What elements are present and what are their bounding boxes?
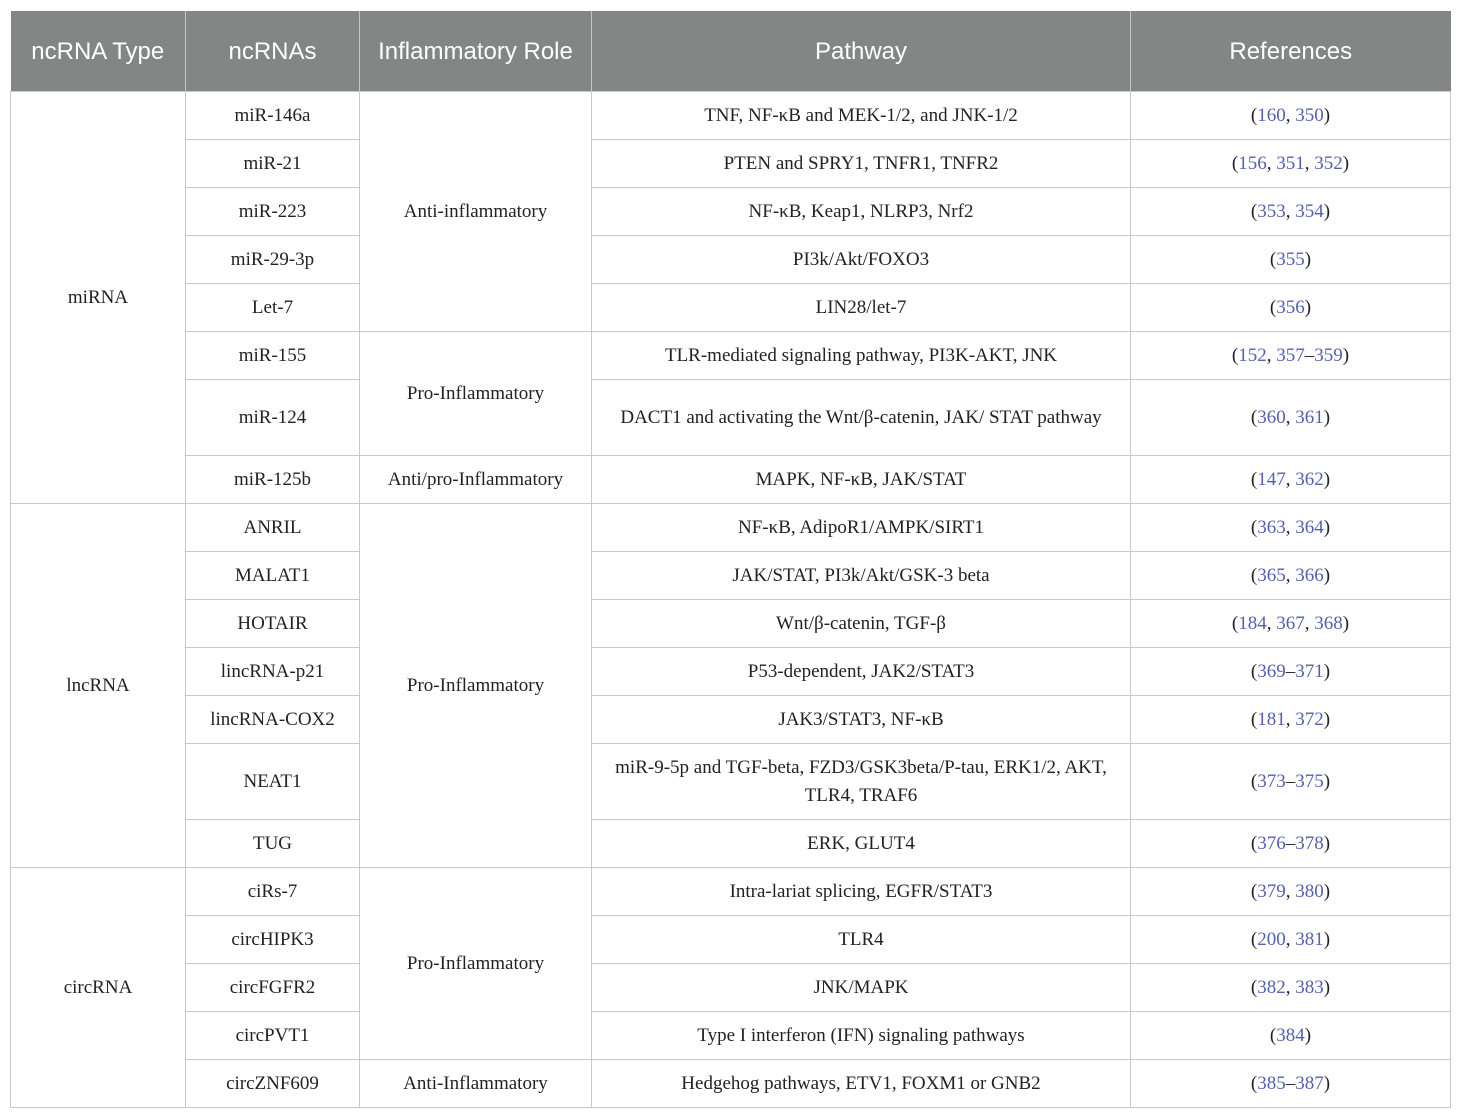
reference-link[interactable]: 366 (1295, 564, 1324, 586)
table-row (11, 284, 1451, 332)
table-row (11, 916, 1451, 964)
references-cell: (152, 357–359) (1131, 332, 1451, 380)
ncrna-cell: miR-155 (186, 332, 360, 380)
reference-separator: , (1285, 516, 1296, 538)
reference-link[interactable]: 380 (1295, 880, 1324, 902)
header-inflammatory-role: Inflammatory Role (360, 11, 592, 92)
role-cell: Anti-Inflammatory (360, 1060, 592, 1108)
table-row (11, 964, 1451, 1012)
reference-link[interactable]: 352 (1314, 152, 1343, 174)
ncrna-cell: circFGFR2 (186, 964, 360, 1012)
role-cell: Anti-inflammatory (360, 92, 592, 332)
ncrna-cell: miR-223 (186, 188, 360, 236)
pathway-cell: DACT1 and activating the Wnt/β-catenin, JAK/ STAT pathway (592, 380, 1131, 456)
reference-link[interactable]: 387 (1295, 1072, 1324, 1094)
reference-link[interactable]: 350 (1295, 104, 1324, 126)
reference-link[interactable]: 369 (1257, 660, 1286, 682)
references-cell: (379, 380) (1131, 868, 1451, 916)
table-row (11, 332, 1451, 380)
ncrna-cell: NEAT1 (186, 744, 360, 820)
pathway-cell: Hedgehog pathways, ETV1, FOXM1 or GNB2 (592, 1060, 1131, 1108)
table-row (11, 820, 1451, 868)
reference-separator: – (1285, 832, 1296, 854)
pathway-cell: ERK, GLUT4 (592, 820, 1131, 868)
reference-link[interactable]: 382 (1257, 976, 1286, 998)
ncrna-cell: MALAT1 (186, 552, 360, 600)
pathway-cell: miR-9-5p and TGF-beta, FZD3/GSK3beta/P-tau, ERK1/2, AKT, TLR4, TRAF6 (592, 744, 1131, 820)
role-cell: Pro-Inflammatory (360, 504, 592, 868)
reference-separator: , (1285, 928, 1296, 950)
references-cell: (373–375) (1131, 744, 1451, 820)
reference-separator: – (1285, 1072, 1296, 1094)
reference-separator: , (1266, 612, 1277, 634)
reference-link[interactable]: 379 (1257, 880, 1286, 902)
header-pathway: Pathway (592, 11, 1131, 92)
reference-separator: , (1285, 564, 1296, 586)
group-cell-lncrna: lncRNA (11, 504, 186, 868)
pathway-cell: JAK/STAT, PI3k/Akt/GSK-3 beta (592, 552, 1131, 600)
table-row (11, 504, 1451, 552)
pathway-cell: LIN28/let-7 (592, 284, 1131, 332)
reference-link[interactable]: 181 (1257, 708, 1286, 730)
references-cell: (156, 351, 352) (1131, 140, 1451, 188)
table-row (11, 140, 1451, 188)
references-cell: (365, 366) (1131, 552, 1451, 600)
pathway-cell: Wnt/β-catenin, TGF-β (592, 600, 1131, 648)
references-cell: (385–387) (1131, 1060, 1451, 1108)
reference-link[interactable]: 152 (1238, 344, 1267, 366)
pathway-cell: NF-κB, Keap1, NLRP3, Nrf2 (592, 188, 1131, 236)
table-body (11, 92, 1451, 1108)
table-row (11, 648, 1451, 696)
reference-link[interactable]: 363 (1257, 516, 1286, 538)
references-cell: (360, 361) (1131, 380, 1451, 456)
role-cell: Pro-Inflammatory (360, 332, 592, 456)
table-row (11, 236, 1451, 284)
role-cell: Pro-Inflammatory (360, 868, 592, 1060)
reference-link[interactable]: 360 (1257, 406, 1286, 428)
references-cell: (355) (1131, 236, 1451, 284)
pathway-cell: Type I interferon (IFN) signaling pathways (592, 1012, 1131, 1060)
pathway-cell: TLR4 (592, 916, 1131, 964)
table-row (11, 188, 1451, 236)
ncrna-cell: circPVT1 (186, 1012, 360, 1060)
table-header (11, 11, 1451, 92)
reference-separator: – (1304, 344, 1315, 366)
reference-link[interactable]: 385 (1257, 1072, 1286, 1094)
reference-separator: , (1304, 152, 1315, 174)
header-references: References (1131, 11, 1451, 92)
ncrna-cell: miR-21 (186, 140, 360, 188)
reference-link[interactable]: 376 (1257, 832, 1286, 854)
reference-link[interactable]: 367 (1276, 612, 1305, 634)
reference-link[interactable]: 371 (1295, 660, 1324, 682)
ncrna-cell: ciRs-7 (186, 868, 360, 916)
reference-link[interactable]: 361 (1295, 406, 1324, 428)
reference-link[interactable]: 381 (1295, 928, 1324, 950)
group-cell-circrna: circRNA (11, 868, 186, 1108)
reference-separator: , (1304, 612, 1315, 634)
pathway-cell: PTEN and SPRY1, TNFR1, TNFR2 (592, 140, 1131, 188)
references-cell: (369–371) (1131, 648, 1451, 696)
references-cell: (382, 383) (1131, 964, 1451, 1012)
reference-link[interactable]: 200 (1257, 928, 1286, 950)
reference-separator: , (1285, 880, 1296, 902)
reference-link[interactable]: 373 (1257, 770, 1286, 792)
reference-separator: , (1285, 468, 1296, 490)
reference-link[interactable]: 356 (1276, 296, 1305, 318)
pathway-cell: PI3k/Akt/FOXO3 (592, 236, 1131, 284)
reference-link[interactable]: 184 (1238, 612, 1267, 634)
table-row (11, 696, 1451, 744)
reference-link[interactable]: 357 (1276, 344, 1305, 366)
ncrna-cell: Let-7 (186, 284, 360, 332)
references-cell: (356) (1131, 284, 1451, 332)
pathway-cell: TNF, NF-κB and MEK-1/2, and JNK-1/2 (592, 92, 1131, 140)
reference-separator: , (1266, 152, 1277, 174)
reference-link[interactable]: 156 (1238, 152, 1267, 174)
table-row (11, 600, 1451, 648)
reference-link[interactable]: 359 (1314, 344, 1343, 366)
reference-separator: , (1285, 406, 1296, 428)
references-cell: (181, 372) (1131, 696, 1451, 744)
ncrna-table (10, 11, 1451, 1108)
table-row (11, 868, 1451, 916)
ncrna-cell: circHIPK3 (186, 916, 360, 964)
reference-separator: , (1285, 104, 1296, 126)
pathway-cell: Intra-lariat splicing, EGFR/STAT3 (592, 868, 1131, 916)
ncrna-cell: miR-125b (186, 456, 360, 504)
reference-link[interactable]: 375 (1295, 770, 1324, 792)
table-row (11, 744, 1451, 820)
header-ncrna-type: ncRNA Type (11, 11, 186, 92)
ncrna-cell: HOTAIR (186, 600, 360, 648)
pathway-cell: JAK3/STAT3, NF-κB (592, 696, 1131, 744)
ncrna-cell: circZNF609 (186, 1060, 360, 1108)
pathway-cell: JNK/MAPK (592, 964, 1131, 1012)
references-cell: (147, 362) (1131, 456, 1451, 504)
reference-link[interactable]: 354 (1295, 200, 1324, 222)
references-cell: (363, 364) (1131, 504, 1451, 552)
reference-link[interactable]: 364 (1295, 516, 1324, 538)
reference-link[interactable]: 160 (1257, 104, 1286, 126)
reference-link[interactable]: 372 (1295, 708, 1324, 730)
reference-link[interactable]: 147 (1257, 468, 1286, 490)
role-cell: Anti/pro-Inflammatory (360, 456, 592, 504)
reference-link[interactable]: 365 (1257, 564, 1286, 586)
reference-link[interactable]: 384 (1276, 1024, 1305, 1046)
reference-link[interactable]: 355 (1276, 248, 1305, 270)
group-cell-mirna: miRNA (11, 92, 186, 504)
reference-separator: – (1285, 660, 1296, 682)
ncrna-cell: miR-124 (186, 380, 360, 456)
table-row (11, 456, 1451, 504)
references-cell: (384) (1131, 1012, 1451, 1060)
references-cell: (184, 367, 368) (1131, 600, 1451, 648)
table-row (11, 1060, 1451, 1108)
reference-separator: , (1285, 708, 1296, 730)
reference-link[interactable]: 351 (1276, 152, 1305, 174)
ncrna-cell: miR-29-3p (186, 236, 360, 284)
pathway-cell: P53-dependent, JAK2/STAT3 (592, 648, 1131, 696)
references-cell: (376–378) (1131, 820, 1451, 868)
reference-link[interactable]: 383 (1295, 976, 1324, 998)
pathway-cell: MAPK, NF-κB, JAK/STAT (592, 456, 1131, 504)
reference-separator: – (1285, 770, 1296, 792)
ncrna-cell: ANRIL (186, 504, 360, 552)
reference-separator: , (1285, 976, 1296, 998)
reference-link[interactable]: 362 (1295, 468, 1324, 490)
pathway-cell: NF-κB, AdipoR1/AMPK/SIRT1 (592, 504, 1131, 552)
reference-link[interactable]: 368 (1314, 612, 1343, 634)
reference-link[interactable]: 378 (1295, 832, 1324, 854)
reference-link[interactable]: 353 (1257, 200, 1286, 222)
reference-separator: , (1285, 200, 1296, 222)
table-row (11, 552, 1451, 600)
ncrna-cell: lincRNA-p21 (186, 648, 360, 696)
pathway-cell: TLR-mediated signaling pathway, PI3K-AKT, JNK (592, 332, 1131, 380)
header-ncrnas: ncRNAs (186, 11, 360, 92)
references-cell: (200, 381) (1131, 916, 1451, 964)
ncrna-cell: lincRNA-COX2 (186, 696, 360, 744)
ncrna-cell: miR-146a (186, 92, 360, 140)
references-cell: (160, 350) (1131, 92, 1451, 140)
table-row (11, 1012, 1451, 1060)
ncrna-cell: TUG (186, 820, 360, 868)
table-row (11, 380, 1451, 456)
reference-separator: , (1266, 344, 1277, 366)
references-cell: (353, 354) (1131, 188, 1451, 236)
table-row (11, 92, 1451, 140)
